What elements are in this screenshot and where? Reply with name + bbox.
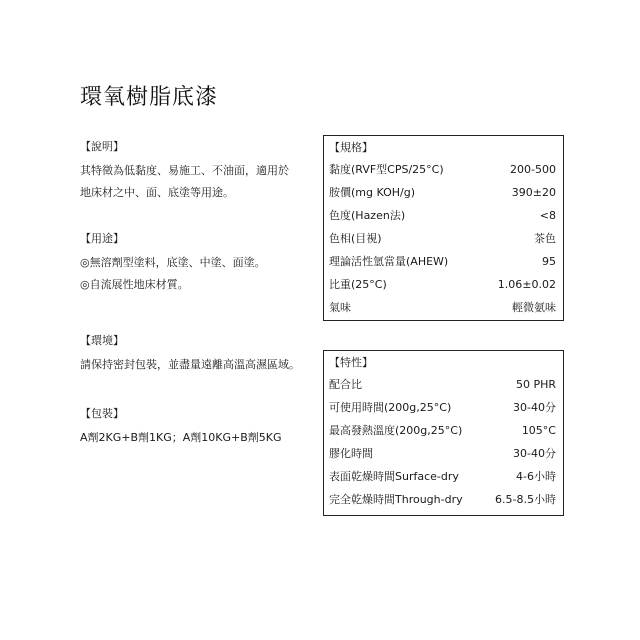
environment-heading: 【環境】 [80,334,124,347]
spec-value: 200-500 [510,163,556,176]
usage-line: ◎無溶劑型塗料，底塗、中塗、面塗。 [80,256,266,269]
spec-label: 氣味 [329,301,351,314]
spec-value: 茶色 [534,232,556,245]
property-row [329,419,558,442]
spec-value: 390±20 [511,186,556,199]
spec-heading: 【規格】 [329,141,373,154]
spec-value: 1.06±0.02 [497,278,556,291]
property-label: 可使用時間(200g,25°C) [329,401,452,414]
spec-label: 胺價(mg KOH/g) [329,186,416,199]
environment-section [80,334,316,376]
page-title: 環氧樹脂底漆 [80,85,219,110]
property-row [329,373,558,396]
properties-heading: 【特性】 [329,356,373,369]
spec-row [329,181,558,204]
property-label: 表面乾燥時間Surface-dry [329,470,459,483]
spec-row [329,296,558,319]
description-line: 其特徵為低黏度、易施工、不油面，適用於 [80,164,289,177]
spec-label: 色度(Hazen法) [329,209,406,222]
property-value: 50 PHR [515,378,556,391]
spec-row [329,273,558,296]
description-line: 地床材之中、面、底塗等用途。 [80,186,234,199]
spec-row [329,158,558,181]
environment-line: 請保持密封包裝，並盡量遠離高溫高濕區域。 [80,358,300,371]
property-row [329,442,558,465]
usage-line: ◎自流展性地床材質。 [80,278,189,291]
property-value: 4-6小時 [516,470,556,483]
property-row [329,488,558,511]
property-value: 6.5-8.5小時 [495,493,556,506]
package-line: A劑2KG+B劑1KG；A劑10KG+B劑5KG [80,431,282,444]
spec-label: 色相(目視) [329,232,382,245]
spec-row [329,250,558,273]
description-section [80,140,316,204]
property-label: 完全乾燥時間Through-dry [329,493,463,506]
property-label: 最高發熱溫度(200g,25°C) [329,424,463,437]
usage-heading: 【用途】 [80,232,124,245]
property-value: 105°C [521,424,556,437]
property-value: 30-40分 [513,401,556,414]
usage-section [80,232,316,296]
package-heading: 【包裝】 [80,407,124,420]
spec-value: 輕微氨味 [512,301,556,314]
spec-label: 理論活性氫當量(AHEW) [329,255,449,268]
properties-box [323,350,564,516]
spec-label: 比重(25°C) [329,278,387,291]
spec-value: 95 [542,255,556,268]
description-heading: 【說明】 [80,140,124,153]
spec-value: <8 [539,209,556,222]
spec-row [329,204,558,227]
spec-label: 黏度(RVF型CPS/25°C) [329,163,444,176]
package-section [80,407,316,449]
property-label: 膠化時間 [329,447,373,460]
spec-row [329,227,558,250]
spec-box [323,135,564,321]
property-label: 配合比 [329,378,362,391]
property-row [329,465,558,488]
property-row [329,396,558,419]
property-value: 30-40分 [513,447,556,460]
